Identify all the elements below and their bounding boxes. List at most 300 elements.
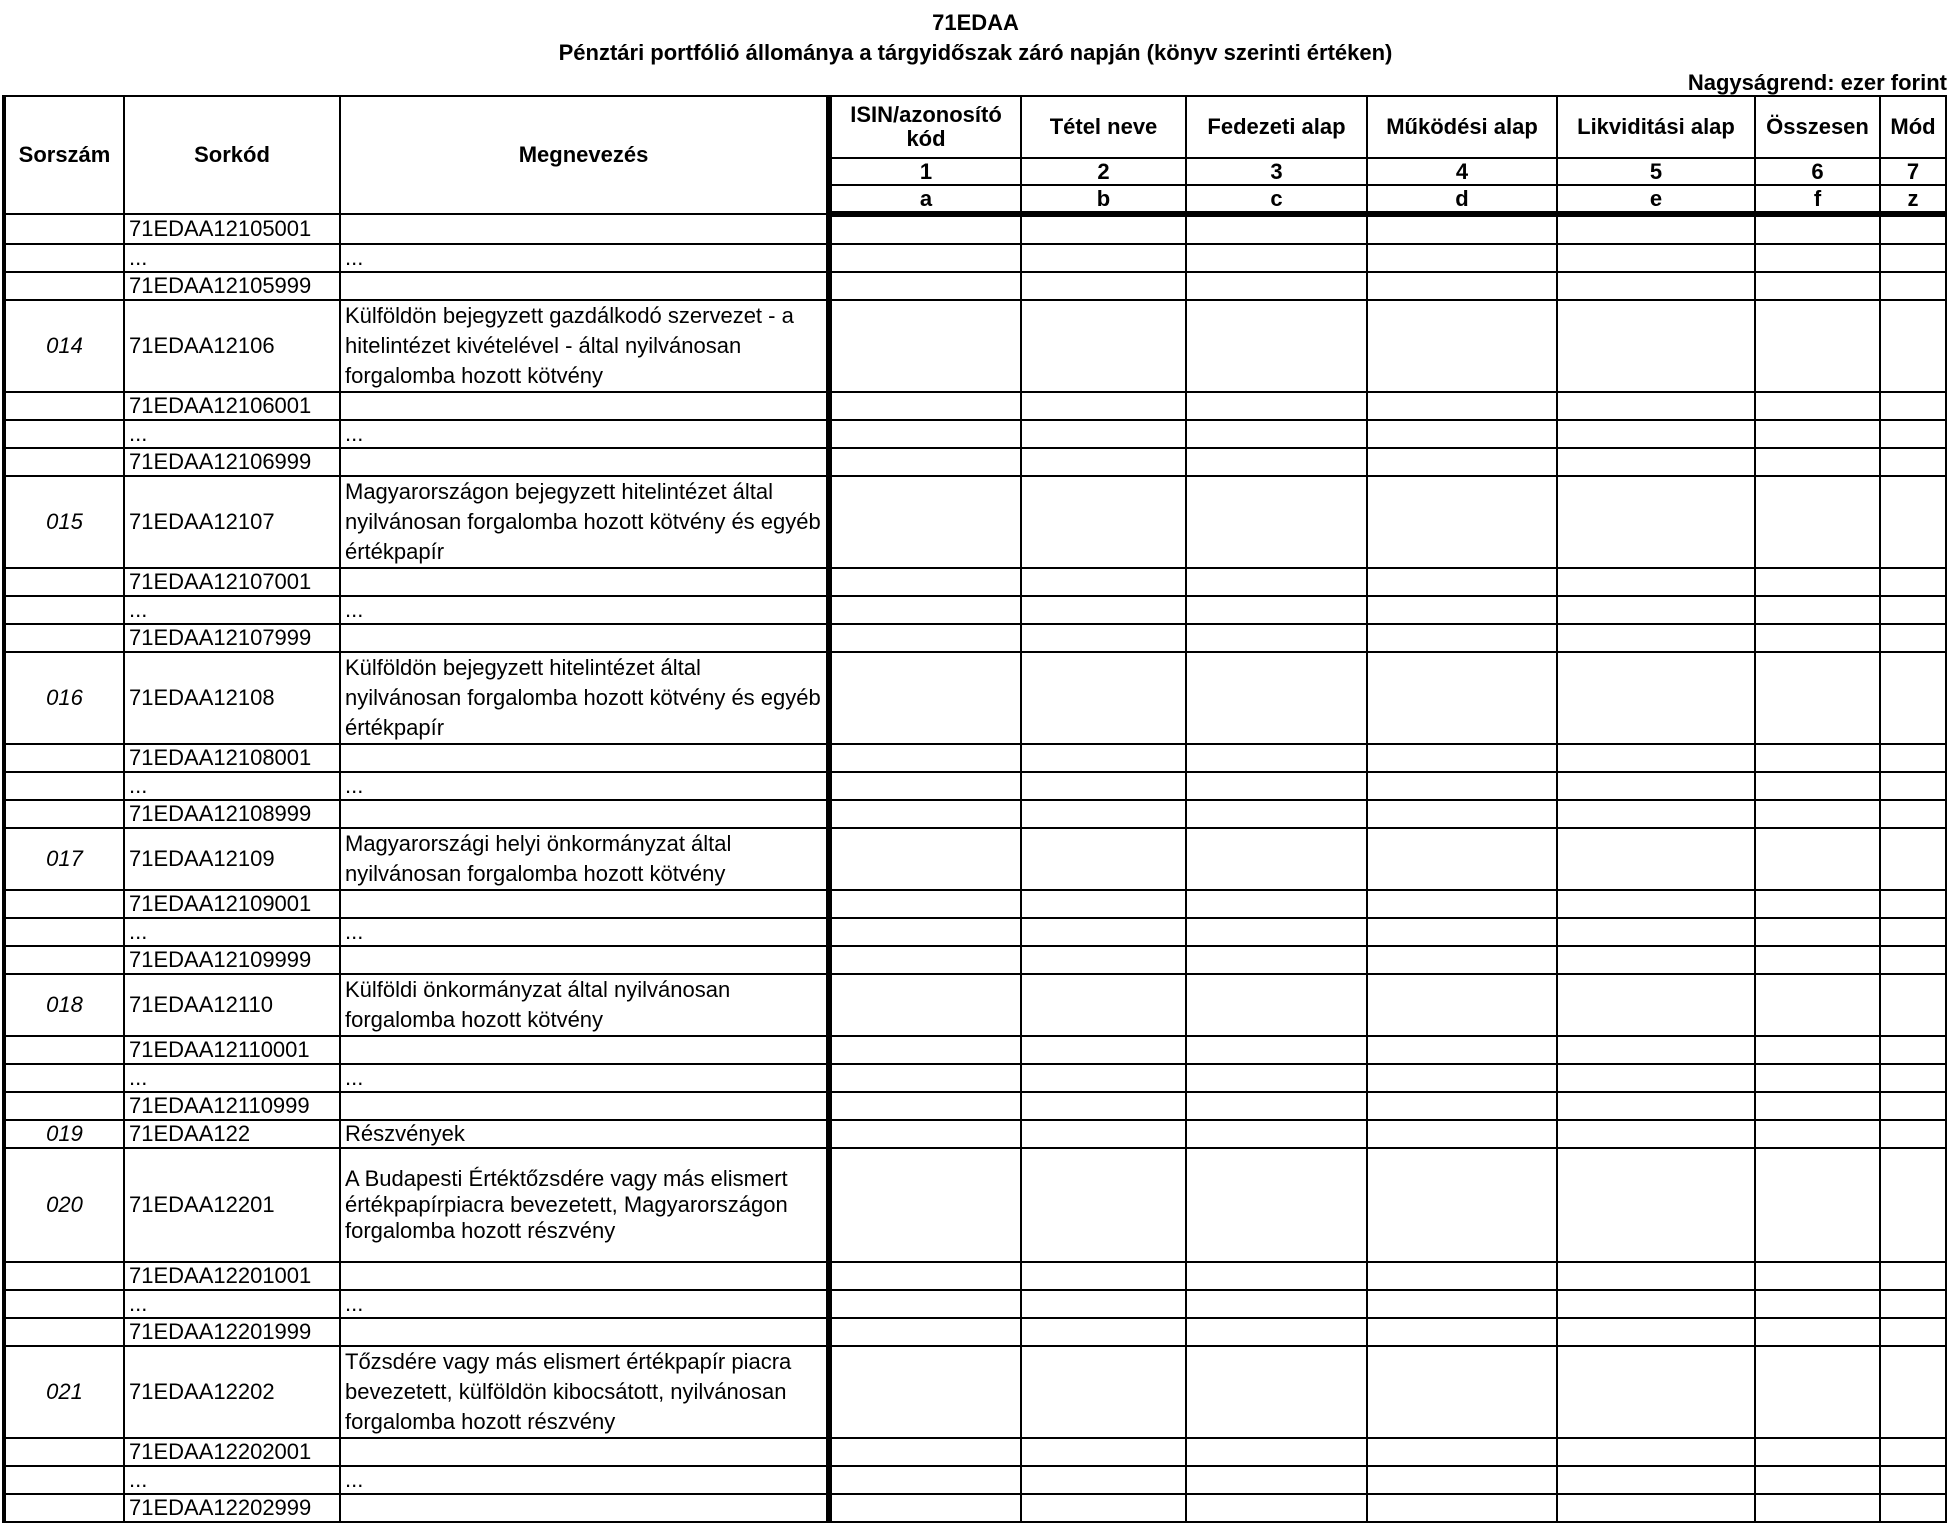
table-row — [4, 974, 1946, 1036]
value-cell[interactable] — [1021, 652, 1186, 744]
row-sorszam — [4, 1036, 124, 1064]
col-letter: f — [1755, 185, 1880, 214]
value-cell[interactable] — [1557, 1262, 1755, 1290]
value-cell[interactable] — [1755, 918, 1880, 946]
row-megnevezes: ... — [340, 1466, 829, 1494]
value-cell[interactable] — [1880, 1148, 1946, 1262]
value-cell[interactable] — [1880, 1438, 1946, 1466]
value-cell[interactable] — [1367, 744, 1557, 772]
row-sorkod: 71EDAA12108 — [124, 652, 340, 744]
value-cell[interactable] — [1367, 1494, 1557, 1522]
row-sorszam: 014 — [4, 300, 124, 392]
table-row — [4, 918, 1946, 946]
value-cell[interactable] — [1186, 1494, 1367, 1522]
value-cell[interactable] — [1755, 1148, 1880, 1262]
row-megnevezes — [340, 890, 829, 918]
value-cell[interactable] — [1880, 420, 1946, 448]
value-cell[interactable] — [829, 800, 1021, 828]
value-cell[interactable] — [1367, 1036, 1557, 1064]
value-cell[interactable] — [1186, 890, 1367, 918]
row-sorkod: 71EDAA12110999 — [124, 1092, 340, 1120]
value-cell[interactable] — [1021, 974, 1186, 1036]
value-cell[interactable] — [829, 568, 1021, 596]
value-cell[interactable] — [1557, 1438, 1755, 1466]
row-sorkod: ... — [124, 1290, 340, 1318]
value-cell[interactable] — [829, 1092, 1021, 1120]
table-row — [4, 300, 1946, 392]
value-cell[interactable] — [1367, 918, 1557, 946]
value-cell[interactable] — [1021, 568, 1186, 596]
col-header-megnevezes: Megnevezés — [340, 96, 829, 214]
value-cell[interactable] — [1755, 652, 1880, 744]
value-cell[interactable] — [1186, 1438, 1367, 1466]
row-megnevezes: Külföldön bejegyzett hitelintézet által nyilvánosan forgalomba hozott kötvény és egyéb értékpapír — [340, 652, 829, 744]
value-cell[interactable] — [1557, 568, 1755, 596]
value-cell[interactable] — [1880, 772, 1946, 800]
value-cell[interactable] — [1021, 1036, 1186, 1064]
value-cell[interactable] — [1021, 1494, 1186, 1522]
row-sorkod: ... — [124, 772, 340, 800]
value-cell[interactable] — [1367, 828, 1557, 890]
col-letter: c — [1186, 185, 1367, 214]
table-row — [4, 624, 1946, 652]
table-row — [4, 946, 1946, 974]
value-cell[interactable] — [1021, 214, 1186, 244]
value-cell[interactable] — [1367, 624, 1557, 652]
value-cell[interactable] — [1880, 1346, 1946, 1438]
col-letter: z — [1880, 185, 1946, 214]
value-cell[interactable] — [1755, 1466, 1880, 1494]
value-cell[interactable] — [1755, 744, 1880, 772]
value-cell[interactable] — [1186, 1064, 1367, 1092]
value-cell[interactable] — [1880, 946, 1946, 974]
value-cell[interactable] — [1021, 1318, 1186, 1346]
value-cell[interactable] — [1755, 974, 1880, 1036]
value-cell[interactable] — [829, 1290, 1021, 1318]
value-cell[interactable] — [829, 744, 1021, 772]
row-sorszam: 016 — [4, 652, 124, 744]
value-cell[interactable] — [1021, 272, 1186, 300]
value-cell[interactable] — [1880, 974, 1946, 1036]
value-cell[interactable] — [1755, 772, 1880, 800]
value-cell[interactable] — [1367, 244, 1557, 272]
col-header-likviditasi: Likviditási alap — [1557, 96, 1755, 158]
row-sorkod: 71EDAA12109999 — [124, 946, 340, 974]
value-cell[interactable] — [829, 918, 1021, 946]
value-cell[interactable] — [1021, 448, 1186, 476]
row-megnevezes — [340, 1494, 829, 1522]
value-cell[interactable] — [1186, 214, 1367, 244]
value-cell[interactable] — [1880, 596, 1946, 624]
value-cell[interactable] — [1186, 392, 1367, 420]
value-cell[interactable] — [1367, 420, 1557, 448]
value-cell[interactable] — [1755, 568, 1880, 596]
value-cell[interactable] — [1880, 476, 1946, 568]
value-cell[interactable] — [1186, 1318, 1367, 1346]
value-cell[interactable] — [829, 1346, 1021, 1438]
value-cell[interactable] — [829, 974, 1021, 1036]
value-cell[interactable] — [1880, 624, 1946, 652]
row-sorszam: 020 — [4, 1148, 124, 1262]
value-cell[interactable] — [1880, 652, 1946, 744]
value-cell[interactable] — [1755, 272, 1880, 300]
value-cell[interactable] — [1021, 744, 1186, 772]
value-cell[interactable] — [829, 272, 1021, 300]
value-cell[interactable] — [1021, 392, 1186, 420]
table-row — [4, 1262, 1946, 1290]
value-cell[interactable] — [1186, 918, 1367, 946]
value-cell[interactable] — [1880, 800, 1946, 828]
value-cell[interactable] — [1186, 1120, 1367, 1148]
value-cell[interactable] — [829, 392, 1021, 420]
value-cell[interactable] — [1021, 1120, 1186, 1148]
value-cell[interactable] — [829, 652, 1021, 744]
row-megnevezes: Magyarországi helyi önkormányzat által nyilvánosan forgalomba hozott kötvény — [340, 828, 829, 890]
value-cell[interactable] — [1557, 476, 1755, 568]
value-cell[interactable] — [1880, 1290, 1946, 1318]
value-cell[interactable] — [1880, 828, 1946, 890]
value-cell[interactable] — [1557, 744, 1755, 772]
value-cell[interactable] — [829, 1064, 1021, 1092]
value-cell[interactable] — [1367, 1064, 1557, 1092]
col-letter: a — [829, 185, 1021, 214]
value-cell[interactable] — [1186, 1148, 1367, 1262]
value-cell[interactable] — [1367, 596, 1557, 624]
col-number: 3 — [1186, 158, 1367, 185]
value-cell[interactable] — [1186, 652, 1367, 744]
row-sorkod: 71EDAA12106999 — [124, 448, 340, 476]
table-row — [4, 744, 1946, 772]
value-cell[interactable] — [1186, 272, 1367, 300]
value-cell[interactable] — [1021, 1290, 1186, 1318]
value-cell[interactable] — [1186, 448, 1367, 476]
value-cell[interactable] — [1367, 1318, 1557, 1346]
value-cell[interactable] — [1755, 448, 1880, 476]
value-cell[interactable] — [829, 1120, 1021, 1148]
row-sorkod: 71EDAA12201 — [124, 1148, 340, 1262]
table-row — [4, 476, 1946, 568]
col-letter: b — [1021, 185, 1186, 214]
table-row — [4, 392, 1946, 420]
value-cell[interactable] — [1880, 392, 1946, 420]
value-cell[interactable] — [1880, 1318, 1946, 1346]
value-cell[interactable] — [1367, 946, 1557, 974]
value-cell[interactable] — [1557, 946, 1755, 974]
value-cell[interactable] — [829, 1466, 1021, 1494]
value-cell[interactable] — [1021, 1064, 1186, 1092]
value-cell[interactable] — [1367, 272, 1557, 300]
row-sorszam — [4, 772, 124, 800]
value-cell[interactable] — [829, 300, 1021, 392]
value-cell[interactable] — [1557, 1290, 1755, 1318]
value-cell[interactable] — [1755, 596, 1880, 624]
value-cell[interactable] — [1021, 1438, 1186, 1466]
value-cell[interactable] — [1557, 772, 1755, 800]
value-cell[interactable] — [1880, 744, 1946, 772]
row-sorszam — [4, 1092, 124, 1120]
value-cell[interactable] — [1557, 1092, 1755, 1120]
table-row — [4, 1494, 1946, 1522]
value-cell[interactable] — [1367, 1438, 1557, 1466]
row-sorkod: 71EDAA12107001 — [124, 568, 340, 596]
value-cell[interactable] — [1021, 918, 1186, 946]
value-cell[interactable] — [1880, 448, 1946, 476]
value-cell[interactable] — [1755, 1262, 1880, 1290]
table-row — [4, 652, 1946, 744]
value-cell[interactable] — [1880, 1064, 1946, 1092]
row-sorkod: 71EDAA12110001 — [124, 1036, 340, 1064]
value-cell[interactable] — [1186, 1346, 1367, 1438]
value-cell[interactable] — [829, 1036, 1021, 1064]
value-cell[interactable] — [1755, 800, 1880, 828]
row-sorszam — [4, 244, 124, 272]
value-cell[interactable] — [1880, 1262, 1946, 1290]
value-cell[interactable] — [1755, 244, 1880, 272]
value-cell[interactable] — [1021, 596, 1186, 624]
value-cell[interactable] — [1186, 244, 1367, 272]
value-cell[interactable] — [1557, 652, 1755, 744]
value-cell[interactable] — [1880, 1036, 1946, 1064]
value-cell[interactable] — [1755, 300, 1880, 392]
value-cell[interactable] — [829, 946, 1021, 974]
value-cell[interactable] — [1755, 1318, 1880, 1346]
value-cell[interactable] — [1021, 1466, 1186, 1494]
table-row — [4, 1466, 1946, 1494]
value-cell[interactable] — [1755, 890, 1880, 918]
value-cell[interactable] — [1755, 1290, 1880, 1318]
row-sorszam — [4, 272, 124, 300]
value-cell[interactable] — [1186, 946, 1367, 974]
col-header-mod: Mód — [1880, 96, 1946, 158]
value-cell[interactable] — [1557, 1318, 1755, 1346]
value-cell[interactable] — [1186, 624, 1367, 652]
value-cell[interactable] — [1186, 974, 1367, 1036]
value-cell[interactable] — [1557, 448, 1755, 476]
value-cell[interactable] — [1186, 828, 1367, 890]
value-cell[interactable] — [1367, 890, 1557, 918]
value-cell[interactable] — [1557, 244, 1755, 272]
value-cell[interactable] — [1367, 476, 1557, 568]
value-cell[interactable] — [1021, 244, 1186, 272]
row-megnevezes — [340, 272, 829, 300]
value-cell[interactable] — [1557, 1494, 1755, 1522]
value-cell[interactable] — [829, 1438, 1021, 1466]
value-cell[interactable] — [1557, 890, 1755, 918]
value-cell[interactable] — [1755, 1438, 1880, 1466]
value-cell[interactable] — [1186, 476, 1367, 568]
value-cell[interactable] — [1367, 652, 1557, 744]
value-cell[interactable] — [1186, 800, 1367, 828]
value-cell[interactable] — [1880, 244, 1946, 272]
value-cell[interactable] — [1021, 828, 1186, 890]
value-cell[interactable] — [1557, 1036, 1755, 1064]
value-cell[interactable] — [1755, 1092, 1880, 1120]
value-cell[interactable] — [1367, 1148, 1557, 1262]
report-code: 71EDAA — [932, 10, 1019, 35]
value-cell[interactable] — [1367, 448, 1557, 476]
row-megnevezes: ... — [340, 772, 829, 800]
value-cell[interactable] — [1755, 476, 1880, 568]
value-cell[interactable] — [1021, 1262, 1186, 1290]
row-sorkod: 71EDAA12201001 — [124, 1262, 340, 1290]
col-header-tetel: Tétel neve — [1021, 96, 1186, 158]
col-number: 7 — [1880, 158, 1946, 185]
value-cell[interactable] — [1880, 214, 1946, 244]
value-cell[interactable] — [1557, 1466, 1755, 1494]
value-cell[interactable] — [1557, 918, 1755, 946]
value-cell[interactable] — [1557, 1148, 1755, 1262]
value-cell[interactable] — [1557, 214, 1755, 244]
value-cell[interactable] — [1186, 744, 1367, 772]
value-cell[interactable] — [1367, 1346, 1557, 1438]
value-cell[interactable] — [1186, 420, 1367, 448]
row-megnevezes — [340, 1092, 829, 1120]
value-cell[interactable] — [1021, 420, 1186, 448]
value-cell[interactable] — [1186, 1092, 1367, 1120]
row-sorszam — [4, 1438, 124, 1466]
value-cell[interactable] — [829, 420, 1021, 448]
value-cell[interactable] — [1021, 300, 1186, 392]
table-row — [4, 214, 1946, 244]
row-sorszam — [4, 890, 124, 918]
value-cell[interactable] — [1557, 1346, 1755, 1438]
value-cell[interactable] — [1021, 800, 1186, 828]
value-cell[interactable] — [1557, 392, 1755, 420]
value-cell[interactable] — [1021, 772, 1186, 800]
value-cell[interactable] — [1557, 1064, 1755, 1092]
row-sorszam — [4, 1466, 124, 1494]
value-cell[interactable] — [1880, 1120, 1946, 1148]
value-cell[interactable] — [1186, 1466, 1367, 1494]
value-cell[interactable] — [1880, 300, 1946, 392]
value-cell[interactable] — [1367, 568, 1557, 596]
value-cell[interactable] — [1367, 1262, 1557, 1290]
value-cell[interactable] — [1755, 214, 1880, 244]
value-cell[interactable] — [1557, 974, 1755, 1036]
value-cell[interactable] — [1557, 800, 1755, 828]
row-megnevezes — [340, 624, 829, 652]
value-cell[interactable] — [1186, 1036, 1367, 1064]
value-cell[interactable] — [1186, 300, 1367, 392]
row-sorszam — [4, 1262, 124, 1290]
row-megnevezes — [340, 1438, 829, 1466]
value-cell[interactable] — [1880, 890, 1946, 918]
value-cell[interactable] — [829, 890, 1021, 918]
col-number: 1 — [829, 158, 1021, 185]
table-row — [4, 568, 1946, 596]
value-cell[interactable] — [1755, 420, 1880, 448]
value-cell[interactable] — [829, 1494, 1021, 1522]
value-cell[interactable] — [1367, 800, 1557, 828]
value-cell[interactable] — [1755, 1064, 1880, 1092]
value-cell[interactable] — [1367, 214, 1557, 244]
value-cell[interactable] — [1557, 272, 1755, 300]
value-cell[interactable] — [1880, 918, 1946, 946]
unit-label: Nagyságrend: ezer forint — [1687, 70, 1947, 95]
value-cell[interactable] — [829, 828, 1021, 890]
value-cell[interactable] — [1557, 624, 1755, 652]
value-cell[interactable] — [1186, 568, 1367, 596]
row-megnevezes: ... — [340, 596, 829, 624]
value-cell[interactable] — [1557, 1120, 1755, 1148]
value-cell[interactable] — [1367, 1290, 1557, 1318]
value-cell[interactable] — [829, 214, 1021, 244]
value-cell[interactable] — [1755, 624, 1880, 652]
col-header-isin: ISIN/azonosító kód — [829, 96, 1021, 158]
value-cell[interactable] — [1557, 596, 1755, 624]
table-row — [4, 420, 1946, 448]
value-cell[interactable] — [1880, 1494, 1946, 1522]
value-cell[interactable] — [1880, 272, 1946, 300]
value-cell[interactable] — [1186, 1290, 1367, 1318]
value-cell[interactable] — [1367, 300, 1557, 392]
table-row — [4, 890, 1946, 918]
value-cell[interactable] — [1755, 946, 1880, 974]
row-sorkod: 71EDAA12202001 — [124, 1438, 340, 1466]
value-cell[interactable] — [1557, 300, 1755, 392]
row-megnevezes — [340, 448, 829, 476]
value-cell[interactable] — [1755, 1120, 1880, 1148]
value-cell[interactable] — [1021, 624, 1186, 652]
row-megnevezes — [340, 568, 829, 596]
value-cell[interactable] — [829, 1148, 1021, 1262]
value-cell[interactable] — [1755, 1346, 1880, 1438]
value-cell[interactable] — [829, 596, 1021, 624]
value-cell[interactable] — [1367, 1120, 1557, 1148]
value-cell[interactable] — [829, 1318, 1021, 1346]
value-cell[interactable] — [1021, 946, 1186, 974]
value-cell[interactable] — [1186, 772, 1367, 800]
value-cell[interactable] — [1186, 596, 1367, 624]
value-cell[interactable] — [1880, 1092, 1946, 1120]
value-cell[interactable] — [1755, 1494, 1880, 1522]
value-cell[interactable] — [1367, 974, 1557, 1036]
value-cell[interactable] — [829, 476, 1021, 568]
row-megnevezes: Részvények — [340, 1120, 829, 1148]
value-cell[interactable] — [1557, 828, 1755, 890]
value-cell[interactable] — [1880, 568, 1946, 596]
value-cell[interactable] — [1367, 1466, 1557, 1494]
value-cell[interactable] — [1367, 1092, 1557, 1120]
col-header-mukodesi: Működési alap — [1367, 96, 1557, 158]
row-megnevezes: A Budapesti Értéktőzsdére vagy más elismert értékpapírpiacra bevezetett, Magyarországon forgalomba hozott részvény — [340, 1148, 829, 1262]
value-cell[interactable] — [1021, 1346, 1186, 1438]
value-cell[interactable] — [1755, 392, 1880, 420]
value-cell[interactable] — [829, 1262, 1021, 1290]
value-cell[interactable] — [829, 624, 1021, 652]
value-cell[interactable] — [1186, 1262, 1367, 1290]
value-cell[interactable] — [1755, 1036, 1880, 1064]
col-number: 5 — [1557, 158, 1755, 185]
value-cell[interactable] — [1367, 392, 1557, 420]
value-cell[interactable] — [1021, 1092, 1186, 1120]
value-cell[interactable] — [1557, 420, 1755, 448]
value-cell[interactable] — [1021, 1148, 1186, 1262]
value-cell[interactable] — [829, 448, 1021, 476]
row-sorkod: 71EDAA12201999 — [124, 1318, 340, 1346]
col-letter: d — [1367, 185, 1557, 214]
col-header-fedezeti: Fedezeti alap — [1186, 96, 1367, 158]
value-cell[interactable] — [1880, 1466, 1946, 1494]
value-cell[interactable] — [1021, 890, 1186, 918]
value-cell[interactable] — [1021, 476, 1186, 568]
value-cell[interactable] — [1755, 828, 1880, 890]
table-row — [4, 828, 1946, 890]
value-cell[interactable] — [829, 772, 1021, 800]
value-cell[interactable] — [829, 244, 1021, 272]
value-cell[interactable] — [1367, 772, 1557, 800]
row-sorszam: 015 — [4, 476, 124, 568]
